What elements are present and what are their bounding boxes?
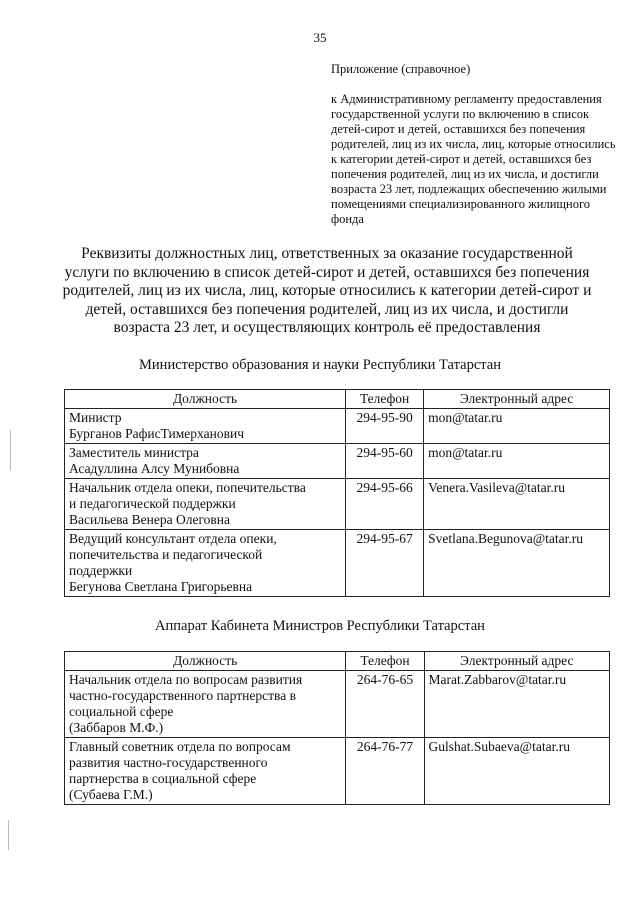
table-header-row — [65, 652, 610, 671]
header-phone: Телефон — [346, 652, 424, 671]
row-phone: 294-95-66 — [346, 479, 424, 530]
row-position: Заместитель министра Асадуллина Алсу Мунибовна — [65, 444, 346, 479]
page-number: 35 — [313, 30, 327, 45]
header-email: Электронный адрес — [424, 390, 610, 409]
row-email: Venera.Vasileva@tatar.ru — [424, 479, 610, 530]
row-position: Начальник отдела опеки, попечительства и педагогической поддержки Васильева Венера Олеговна — [65, 479, 346, 530]
row-email: Gulshat.Subaeva@tatar.ru — [424, 738, 609, 805]
appendix-label: Приложение (справочное) — [331, 62, 471, 76]
row-phone: 294-95-60 — [346, 444, 424, 479]
row-position: Главный советник отдела по вопросам развития частно-государственного партнерства в социальной сфере (Субаева Г.М.) — [65, 738, 346, 805]
table-header-row — [65, 390, 610, 409]
row-position: Министр Бурганов РафисТимерханович — [65, 409, 346, 444]
row-position: Ведущий консультант отдела опеки, попечительства и педагогической поддержки Бегунова Светлана Григорьевна — [65, 530, 346, 597]
row-email: Svetlana.Begunova@tatar.ru — [424, 530, 610, 597]
header-position: Должность — [65, 652, 346, 671]
table-row — [65, 444, 610, 479]
table-row — [65, 409, 610, 444]
document-title: Реквизиты должностных лиц, ответственных за оказание государственной услуги по включению в список детей-сирот и детей, оставшихся без попечения родителей, лиц из их числа, лиц, которые относились к категории детей-сирот и детей, оставшихся без попечения родителей, лиц из их числа, и достигли возраста 23 лет, и осуществляющих контроль её предоставления — [62, 245, 592, 336]
table-row — [65, 479, 610, 530]
row-phone: 294-95-90 — [346, 409, 424, 444]
row-position: Начальник отдела по вопросам развития частно-государственного партнерства в социальной сфере (Заббаров М.Ф.) — [65, 671, 346, 738]
row-phone: 264-76-65 — [346, 671, 424, 738]
row-email: mon@tatar.ru — [424, 409, 610, 444]
section-title-cabinet: Аппарат Кабинета Министров Республики Татарстан — [155, 618, 485, 634]
section-title-ministry: Министерство образования и науки Республики Татарстан — [139, 357, 501, 373]
row-phone: 294-95-67 — [346, 530, 424, 597]
ministry-contacts-table — [64, 389, 610, 597]
scan-artifact — [10, 430, 11, 470]
header-email: Электронный адрес — [424, 652, 609, 671]
header-phone: Телефон — [346, 390, 424, 409]
row-email: Marat.Zabbarov@tatar.ru — [424, 671, 609, 738]
table-row — [65, 738, 610, 805]
cabinet-contacts-table — [64, 651, 610, 805]
appendix-block — [331, 62, 621, 227]
appendix-text: к Административному регламенту предоставления государственной услуги по включению в список детей-сирот и детей, оставшихся без попечения родителей, лиц из их числа, лиц, которые относились к категории детей-сирот и детей, оставшихся без попечения родителей, лиц из их числа, и достигли возраста 23 лет, подлежащих обеспечению жилыми помещениями специализированного жилищного фонда — [331, 92, 616, 226]
table-row — [65, 530, 610, 597]
table-row — [65, 671, 610, 738]
scan-artifact — [8, 820, 9, 850]
row-email: mon@tatar.ru — [424, 444, 610, 479]
row-phone: 264-76-77 — [346, 738, 424, 805]
header-position: Должность — [65, 390, 346, 409]
